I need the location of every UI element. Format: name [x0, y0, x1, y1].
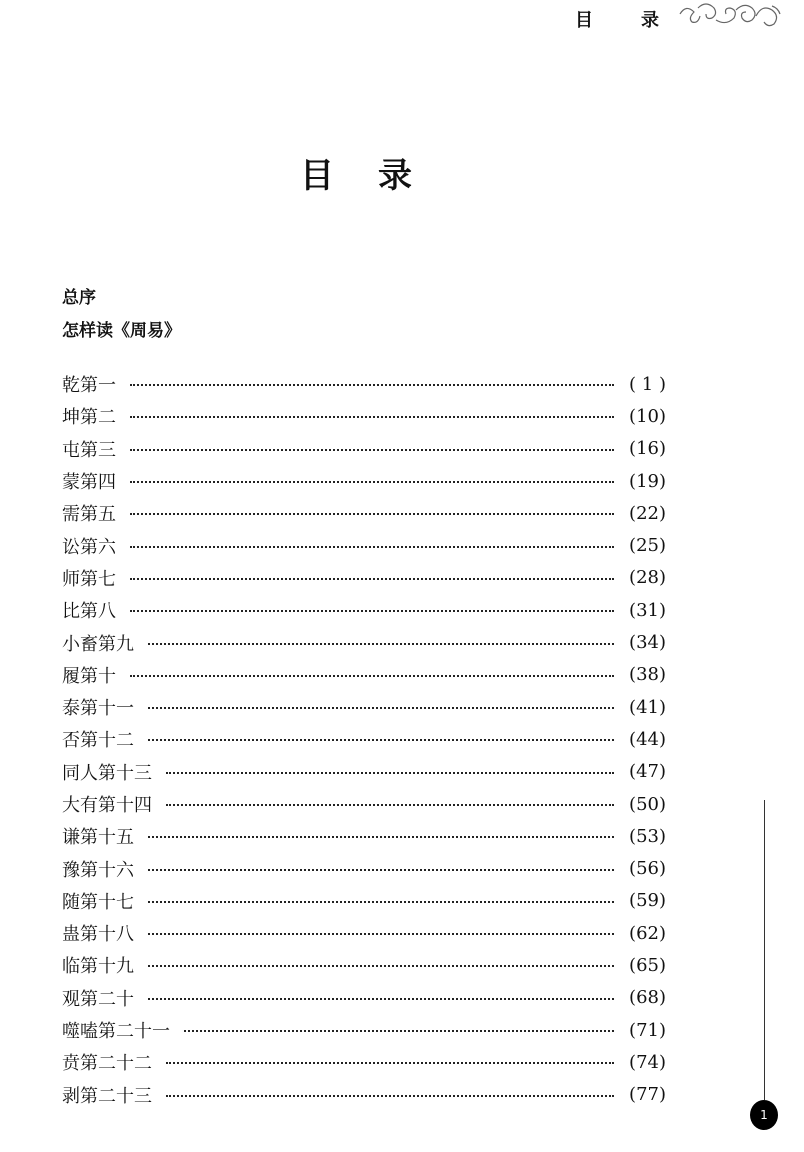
- dot-leader: [184, 1030, 614, 1032]
- toc-entry-label: 屯第三: [62, 439, 116, 461]
- toc-entry[interactable]: [62, 1079, 666, 1111]
- running-head-char-1: 目: [575, 10, 593, 31]
- toc-entry[interactable]: [62, 788, 666, 820]
- toc-entry[interactable]: [62, 529, 666, 561]
- dot-leader: [130, 449, 614, 451]
- dot-leader: [166, 1095, 614, 1097]
- toc-entry-page: (47): [629, 761, 666, 783]
- toc-entry-page: (31): [629, 599, 666, 621]
- toc-entry-page: (25): [629, 535, 666, 557]
- toc-entry-page: (65): [629, 954, 666, 976]
- toc-entry-label: 贲第二十二: [62, 1053, 152, 1075]
- toc-entry-label: 蛊第十八: [62, 924, 134, 946]
- toc-entry-label: 同人第十三: [62, 762, 152, 784]
- toc-entry[interactable]: [62, 852, 666, 884]
- toc-entry-label: 师第七: [62, 568, 116, 590]
- toc-entry[interactable]: [62, 1014, 666, 1046]
- toc-entry[interactable]: [62, 497, 666, 529]
- toc-entry-page: (34): [629, 632, 666, 654]
- front-matter-item[interactable]: 怎样读《周易》: [62, 321, 181, 341]
- toc-entry-label: 履第十: [62, 665, 116, 687]
- toc-entry-label: 谦第十五: [62, 827, 134, 849]
- cloud-ornament-icon: [676, 0, 786, 30]
- front-matter-item[interactable]: 总序: [62, 288, 96, 308]
- dot-leader: [130, 675, 614, 677]
- toc-entry-label: 观第二十: [62, 988, 134, 1010]
- toc-entry-label: 剥第二十三: [62, 1085, 152, 1107]
- dot-leader: [166, 804, 614, 806]
- toc-entry-page: (38): [629, 664, 666, 686]
- toc-entry-label: 豫第十六: [62, 859, 134, 881]
- toc-entry[interactable]: [62, 820, 666, 852]
- toc-entry-label: 否第十二: [62, 730, 134, 752]
- toc-entry-label: 泰第十一: [62, 698, 134, 720]
- toc-list: [62, 368, 666, 1111]
- toc-entry-page: (19): [629, 470, 666, 492]
- toc-entry[interactable]: [62, 691, 666, 723]
- dot-leader: [130, 546, 614, 548]
- toc-entry[interactable]: [62, 594, 666, 626]
- dot-leader: [130, 384, 614, 386]
- toc-entry[interactable]: [62, 562, 666, 594]
- dot-leader: [148, 965, 614, 967]
- toc-entry[interactable]: [62, 659, 666, 691]
- dot-leader: [130, 578, 614, 580]
- toc-entry[interactable]: [62, 400, 666, 432]
- toc-entry[interactable]: [62, 949, 666, 981]
- toc-entry-label: 大有第十四: [62, 795, 152, 816]
- toc-entry[interactable]: [62, 433, 666, 465]
- toc-entry[interactable]: [62, 1046, 666, 1078]
- toc-entry-label: 需第五: [62, 504, 116, 526]
- toc-entry-page: (59): [629, 890, 666, 912]
- running-head-char-2: 录: [641, 10, 659, 31]
- toc-entry[interactable]: [62, 756, 666, 788]
- toc-entry-page: (22): [629, 502, 666, 524]
- dot-leader: [130, 513, 614, 515]
- toc-entry-page: (74): [629, 1051, 666, 1073]
- toc-entry-label: 临第十九: [62, 956, 134, 978]
- toc-entry-label: 蒙第四: [62, 472, 116, 494]
- toc-entry-label: 比第八: [62, 601, 116, 623]
- toc-entry-label: 坤第二: [62, 407, 116, 429]
- toc-entry-page: (41): [629, 696, 666, 718]
- dot-leader: [130, 481, 614, 483]
- dot-leader: [130, 416, 614, 418]
- toc-entry-page: (16): [629, 438, 666, 460]
- toc-entry[interactable]: [62, 982, 666, 1014]
- dot-leader: [148, 869, 614, 871]
- page-title-char-2: 录: [378, 156, 412, 196]
- toc-entry[interactable]: [62, 368, 666, 400]
- dot-leader: [166, 1062, 614, 1064]
- dot-leader: [130, 610, 614, 612]
- toc-entry-page: (77): [629, 1084, 666, 1106]
- toc-entry-label: 小畜第九: [62, 633, 134, 655]
- toc-entry-page: (62): [629, 922, 666, 944]
- toc-entry-page: (56): [629, 858, 666, 880]
- dot-leader: [148, 836, 614, 838]
- toc-entry-label: 讼第六: [62, 536, 116, 558]
- toc-entry[interactable]: [62, 917, 666, 949]
- toc-entry-page: (53): [629, 825, 666, 847]
- dot-leader: [148, 998, 614, 1000]
- toc-entry[interactable]: [62, 626, 666, 658]
- page-title: [300, 148, 412, 197]
- toc-entry[interactable]: [62, 885, 666, 917]
- toc-entry-label: 噬嗑第二十一: [62, 1021, 170, 1043]
- dot-leader: [166, 772, 614, 774]
- dot-leader: [148, 739, 614, 741]
- page-number-badge: 1: [750, 1100, 778, 1130]
- toc-entry-label: 乾第一: [62, 375, 116, 397]
- dot-leader: [148, 901, 614, 903]
- toc-entry-page: (71): [629, 1019, 666, 1041]
- toc-entry-page: (28): [629, 567, 666, 589]
- toc-entry-page: ( 1 ): [629, 373, 666, 395]
- margin-rule: [764, 800, 765, 1100]
- toc-entry-page: (44): [629, 728, 666, 750]
- toc-entry-page: (68): [629, 987, 666, 1009]
- toc-entry-label: 随第十七: [62, 891, 134, 913]
- toc-entry-page: (10): [629, 405, 666, 427]
- dot-leader: [148, 643, 614, 645]
- toc-entry-page: (50): [629, 793, 666, 815]
- toc-entry[interactable]: [62, 465, 666, 497]
- running-head: [575, 6, 659, 32]
- dot-leader: [148, 933, 614, 935]
- dot-leader: [148, 707, 614, 709]
- page-title-char-1: 目: [300, 156, 334, 196]
- toc-entry[interactable]: [62, 723, 666, 755]
